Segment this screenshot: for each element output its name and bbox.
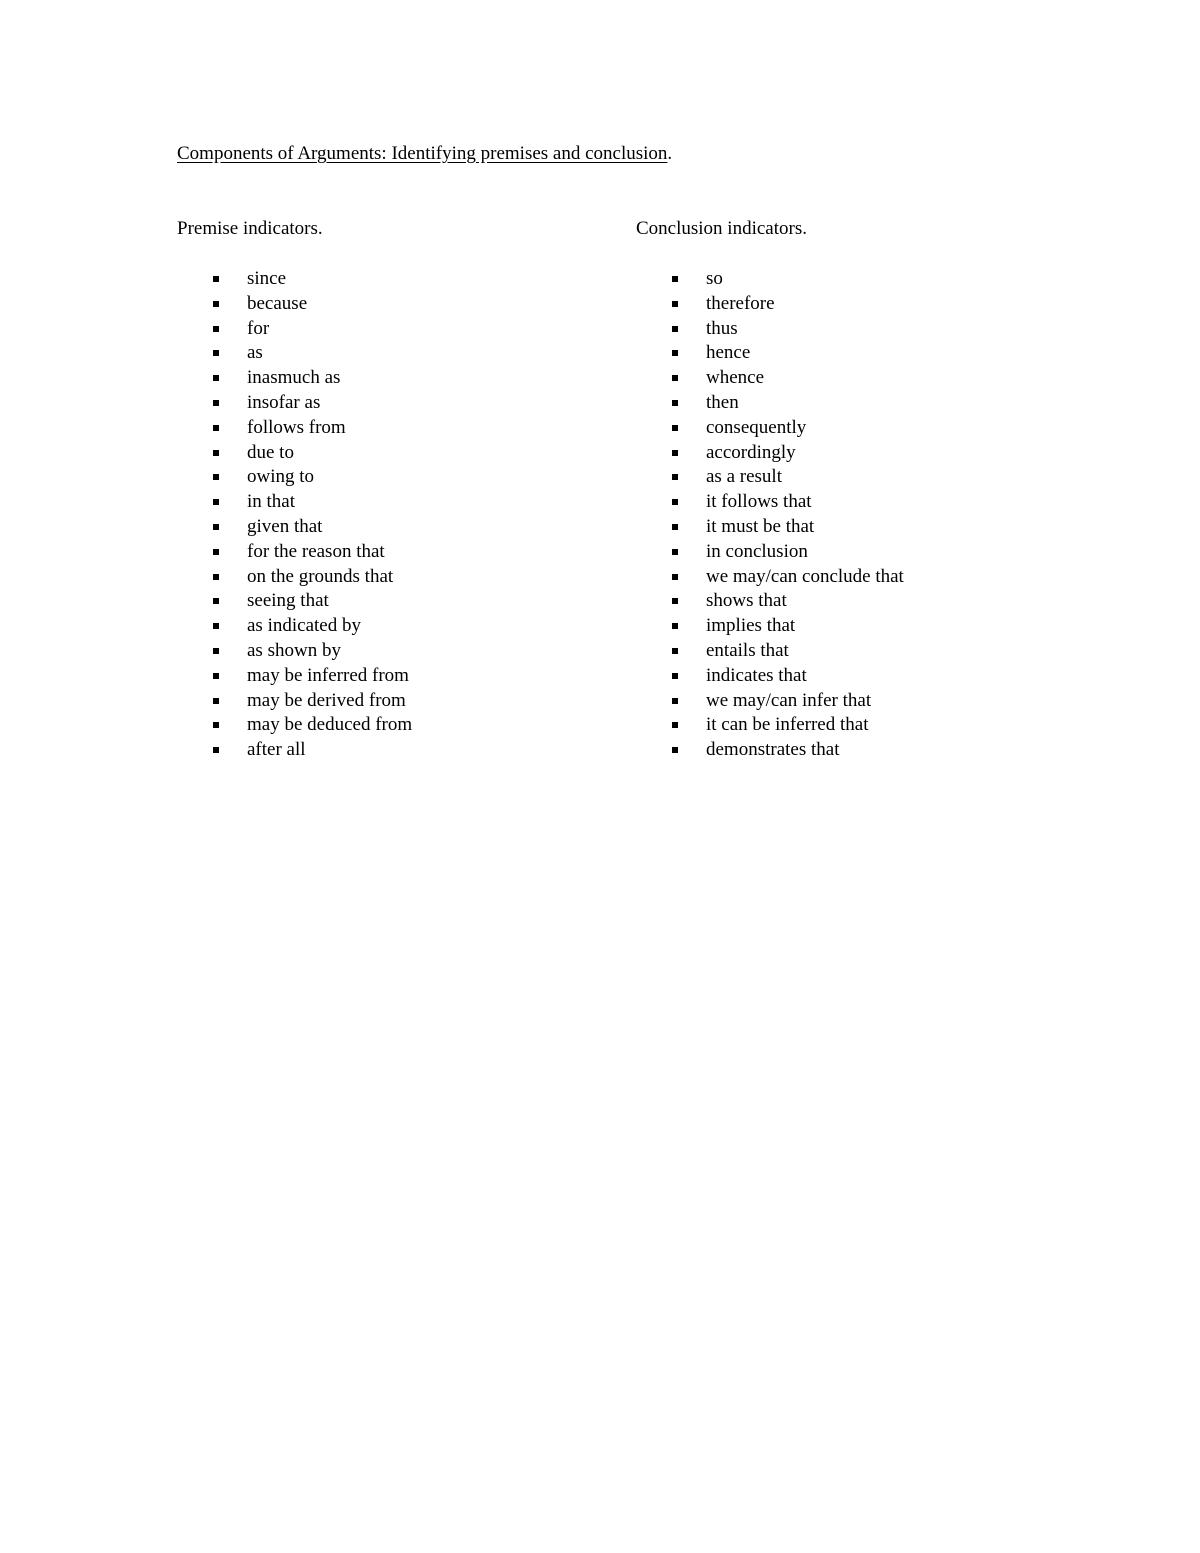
list-item-text: whence: [706, 367, 765, 389]
square-bullet-icon: [213, 474, 219, 480]
list-item-text: it must be that: [706, 515, 815, 537]
square-bullet-icon: [672, 747, 678, 753]
square-bullet-icon: [672, 549, 678, 555]
square-bullet-icon: [213, 623, 219, 629]
list-item-text: entails that: [706, 639, 789, 661]
list-item-text: insofar as: [247, 391, 321, 413]
conclusion-indicators-heading: Conclusion indicators.: [636, 218, 807, 239]
list-item-text: may be derived from: [247, 689, 406, 711]
square-bullet-icon: [213, 598, 219, 604]
square-bullet-icon: [672, 425, 678, 431]
list-item-text: we may/can conclude that: [706, 565, 904, 587]
list-item-text: as a result: [706, 466, 782, 488]
square-bullet-icon: [672, 524, 678, 530]
square-bullet-icon: [672, 301, 678, 307]
list-item-text: since: [247, 268, 287, 289]
list-item-text: we may/can infer that: [706, 689, 872, 711]
list-item-text: consequently: [706, 416, 807, 438]
page-title-underlined: Components of Arguments: Identifying premises and conclusion: [177, 143, 668, 164]
square-bullet-icon: [213, 425, 219, 431]
square-bullet-icon: [213, 450, 219, 456]
premise-indicators-heading: Premise indicators.: [177, 218, 323, 239]
page-title: [177, 142, 672, 166]
square-bullet-icon: [213, 276, 219, 282]
square-bullet-icon: [672, 350, 678, 356]
list-item-text: seeing that: [247, 590, 329, 612]
list-item-text: implies that: [706, 615, 796, 637]
square-bullet-icon: [672, 574, 678, 580]
list-item-text: then: [706, 391, 739, 413]
list-item-text: owing to: [247, 466, 315, 488]
square-bullet-icon: [672, 276, 678, 282]
square-bullet-icon: [213, 326, 219, 332]
list-item-text: inasmuch as: [247, 367, 341, 389]
square-bullet-icon: [672, 450, 678, 456]
square-bullet-icon: [213, 375, 219, 381]
list-item-text: for: [247, 317, 270, 339]
list-item-text: as indicated by: [247, 615, 361, 637]
page-title-period: .: [667, 143, 673, 164]
list-item-text: in that: [247, 491, 296, 513]
square-bullet-icon: [213, 698, 219, 704]
list-item-text: may be deduced from: [247, 714, 413, 736]
list-item-text: may be inferred from: [247, 664, 409, 686]
list-item-text: as shown by: [247, 639, 341, 661]
square-bullet-icon: [213, 574, 219, 580]
square-bullet-icon: [672, 673, 678, 679]
square-bullet-icon: [213, 350, 219, 356]
square-bullet-icon: [672, 499, 678, 505]
square-bullet-icon: [672, 326, 678, 332]
square-bullet-icon: [213, 673, 219, 679]
list-item-text: follows from: [247, 416, 346, 438]
square-bullet-icon: [672, 400, 678, 406]
square-bullet-icon: [213, 549, 219, 555]
list-item-text: on the grounds that: [247, 565, 394, 587]
list-item-text: indicates that: [706, 664, 807, 686]
list-item-text: hence: [706, 342, 751, 364]
list-item-text: demonstrates that: [706, 739, 840, 761]
square-bullet-icon: [672, 598, 678, 604]
list-item-text: thus: [706, 317, 738, 339]
square-bullet-icon: [213, 524, 219, 530]
list-item-text: as: [247, 342, 263, 364]
square-bullet-icon: [213, 722, 219, 728]
premise-indicators-column: [177, 217, 597, 761]
list-item-text: given that: [247, 515, 323, 537]
square-bullet-icon: [213, 648, 219, 654]
list-item-text: after all: [247, 739, 306, 761]
square-bullet-icon: [213, 747, 219, 753]
square-bullet-icon: [213, 301, 219, 307]
square-bullet-icon: [672, 474, 678, 480]
square-bullet-icon: [672, 648, 678, 654]
list-item-text: shows that: [706, 590, 787, 612]
square-bullet-icon: [672, 623, 678, 629]
list-item-text: therefore: [706, 292, 775, 314]
square-bullet-icon: [213, 400, 219, 406]
list-item-text: because: [247, 292, 308, 314]
square-bullet-icon: [213, 499, 219, 505]
list-item-text: for the reason that: [247, 540, 385, 562]
square-bullet-icon: [672, 722, 678, 728]
list-item-text: due to: [247, 441, 294, 463]
list-item-text: it can be inferred that: [706, 714, 869, 736]
square-bullet-icon: [672, 375, 678, 381]
conclusion-indicators-column: [636, 217, 1056, 761]
list-item-text: accordingly: [706, 441, 796, 463]
square-bullet-icon: [672, 698, 678, 704]
list-item-text: it follows that: [706, 491, 812, 513]
list-item-text: in conclusion: [706, 540, 808, 562]
list-item-text: so: [706, 268, 723, 289]
